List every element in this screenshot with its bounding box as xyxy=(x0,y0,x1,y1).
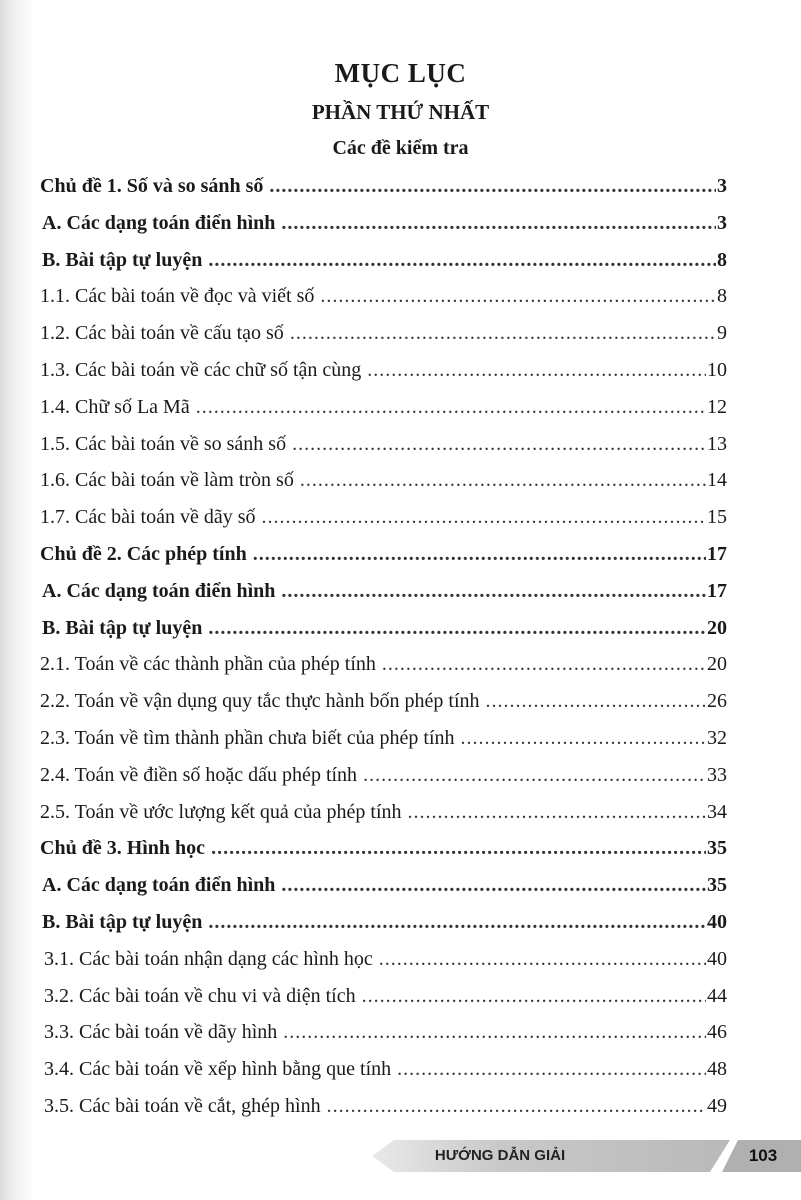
toc-dot-leader xyxy=(363,757,706,793)
toc-entry-title: 3.4. Các bài toán về xếp hình bằng que tính xyxy=(44,1058,392,1081)
toc-entry-title: 2.3. Toán về tìm thành phần chưa biết của phép tính xyxy=(40,727,455,749)
toc-entry-page: 32 xyxy=(707,727,727,749)
toc-dot-leader xyxy=(367,352,706,388)
toc-entry-title: 1.4. Chữ số La Mã xyxy=(40,395,190,418)
toc-entry-page: 40 xyxy=(707,947,727,970)
toc-entry[interactable] xyxy=(40,683,727,719)
toc-entry-title: A. Các dạng toán điển hình xyxy=(42,874,276,897)
toc-entry[interactable] xyxy=(42,610,727,646)
toc-entry-title: B. Bài tập tự luyện xyxy=(42,248,203,271)
toc-entry-page: 14 xyxy=(707,469,727,492)
toc-entry[interactable] xyxy=(40,315,727,351)
toc-entry-title: A. Các dạng toán điển hình xyxy=(42,211,276,234)
toc-entry-page: 26 xyxy=(707,690,727,713)
toc-entry-page: 13 xyxy=(707,432,727,455)
toc-entry-title: Chủ đề 3. Hình học xyxy=(40,837,206,860)
toc-dot-leader xyxy=(327,1088,706,1124)
toc-entry[interactable] xyxy=(40,830,727,866)
toc-dot-leader xyxy=(461,720,706,756)
toc-entry-title: 2.5. Toán về ước lượng kết quả của phép tính xyxy=(40,800,402,823)
toc-entry[interactable] xyxy=(40,757,727,793)
toc-entry[interactable] xyxy=(42,904,727,940)
toc-entry-page: 9 xyxy=(717,322,727,345)
toc-dot-leader xyxy=(486,683,706,719)
toc-entry[interactable] xyxy=(40,278,727,314)
toc-entry-title: 3.1. Các bài toán nhận dạng các hình học xyxy=(44,947,373,970)
toc-dot-leader xyxy=(211,830,706,866)
toc-dot-leader xyxy=(281,205,716,241)
toc-dot-leader xyxy=(292,426,706,462)
toc-entry-title: 3.2. Các bài toán về chu vi và diện tích xyxy=(44,984,356,1007)
toc-entry[interactable] xyxy=(42,242,727,278)
toc-entry[interactable] xyxy=(42,867,727,903)
toc-entry[interactable] xyxy=(40,794,727,830)
section-subtitle: Các đề kiểm tra xyxy=(332,137,469,159)
toc-entry-page: 49 xyxy=(707,1095,727,1117)
toc-entry[interactable] xyxy=(44,978,727,1014)
toc-entry[interactable] xyxy=(40,536,727,572)
toc-entry-page: 8 xyxy=(717,285,727,308)
toc-entry-title: Chủ đề 1. Số và so sánh số xyxy=(40,175,264,197)
toc-entry-page: 35 xyxy=(707,874,727,897)
toc-dot-leader xyxy=(208,242,716,278)
toc-dot-leader xyxy=(379,941,706,977)
toc-entry-title: 1.6. Các bài toán về làm tròn số xyxy=(40,469,294,492)
toc-entry-page: 20 xyxy=(707,653,727,676)
toc-entry-page: 44 xyxy=(707,984,727,1007)
toc-entry[interactable] xyxy=(44,1051,727,1087)
toc-entry-page: 12 xyxy=(707,395,727,418)
toc-entry-title: B. Bài tập tự luyện xyxy=(42,616,203,639)
toc-entry[interactable] xyxy=(44,1088,727,1124)
toc-entry[interactable] xyxy=(40,499,727,535)
toc-dot-leader xyxy=(408,794,706,830)
toc-entry[interactable] xyxy=(40,462,727,498)
toc-entry-page: 34 xyxy=(707,800,727,823)
toc-entry-page: 15 xyxy=(707,506,727,529)
toc-dot-leader xyxy=(320,278,716,314)
part-heading: PHẦN THỨ NHẤT xyxy=(311,100,490,124)
toc-entry-title: 1.2. Các bài toán về cấu tạo số xyxy=(40,322,284,345)
toc-entry-page: 46 xyxy=(707,1021,727,1044)
toc-entry[interactable] xyxy=(40,168,727,204)
toc-entry[interactable] xyxy=(40,426,727,462)
toc-entry-page: 17 xyxy=(707,579,727,602)
toc-entry[interactable] xyxy=(40,720,727,756)
toc-entry[interactable] xyxy=(40,646,727,682)
toc-entry-page: 33 xyxy=(707,763,727,786)
toc-dot-leader xyxy=(300,462,706,498)
toc-dot-leader xyxy=(208,610,706,646)
toc-dot-leader xyxy=(281,867,706,903)
toc-entry-title: 2.4. Toán về điền số hoặc dấu phép tính xyxy=(40,763,358,786)
toc-entry-title: 1.7. Các bài toán về dãy số xyxy=(40,506,256,529)
toc-dot-leader xyxy=(283,1014,706,1050)
toc-entry-title: B. Bài tập tự luyện xyxy=(42,911,203,933)
toc-dot-leader xyxy=(362,978,706,1014)
toc-entry-page: 35 xyxy=(707,837,727,860)
footer-section-label: HƯỚNG DẪN GIẢI xyxy=(434,1147,566,1164)
toc-entry-page: 3 xyxy=(717,211,727,234)
toc-entry-title: 2.1. Toán về các thành phần của phép tính xyxy=(40,653,376,676)
page-number: 103 xyxy=(748,1146,778,1165)
table-of-contents xyxy=(0,168,801,1117)
toc-dot-leader xyxy=(382,646,706,682)
toc-entry-title: Chủ đề 2. Các phép tính xyxy=(40,543,247,565)
toc-entry-page: 48 xyxy=(707,1058,727,1081)
toc-entry-page: 10 xyxy=(707,359,727,381)
toc-entry[interactable] xyxy=(40,389,727,425)
page-title: MỤC LỤC xyxy=(334,58,467,88)
toc-entry[interactable] xyxy=(44,941,727,977)
toc-entry-page: 40 xyxy=(707,911,727,933)
toc-entry-title: 3.3. Các bài toán về dãy hình xyxy=(44,1021,278,1044)
toc-dot-leader xyxy=(269,168,716,204)
toc-entry-title: 3.5. Các bài toán về cắt, ghép hình xyxy=(44,1095,321,1117)
toc-entry-page: 17 xyxy=(707,543,727,565)
toc-entry[interactable] xyxy=(44,1014,727,1050)
toc-dot-leader xyxy=(262,499,707,535)
toc-entry-page: 3 xyxy=(717,175,727,197)
toc-entry[interactable] xyxy=(42,205,727,241)
toc-entry-title: 2.2. Toán về vận dụng quy tắc thực hành bốn phép tính xyxy=(40,690,480,713)
toc-entry[interactable] xyxy=(42,573,727,609)
toc-entry-title: 1.5. Các bài toán về so sánh số xyxy=(40,432,287,455)
toc-entry-title: A. Các dạng toán điển hình xyxy=(42,579,276,602)
toc-entry-page: 8 xyxy=(717,248,727,271)
toc-dot-leader xyxy=(397,1051,706,1087)
toc-dot-leader xyxy=(253,536,706,572)
toc-dot-leader xyxy=(208,904,706,940)
toc-dot-leader xyxy=(281,573,706,609)
toc-dot-leader xyxy=(196,389,706,425)
toc-entry-page: 20 xyxy=(707,616,727,639)
toc-entry-title: 1.1. Các bài toán về đọc và viết số xyxy=(40,285,315,308)
toc-entry-title: 1.3. Các bài toán về các chữ số tận cùng xyxy=(40,359,362,381)
toc-entry[interactable] xyxy=(40,352,727,388)
toc-dot-leader xyxy=(290,315,716,351)
